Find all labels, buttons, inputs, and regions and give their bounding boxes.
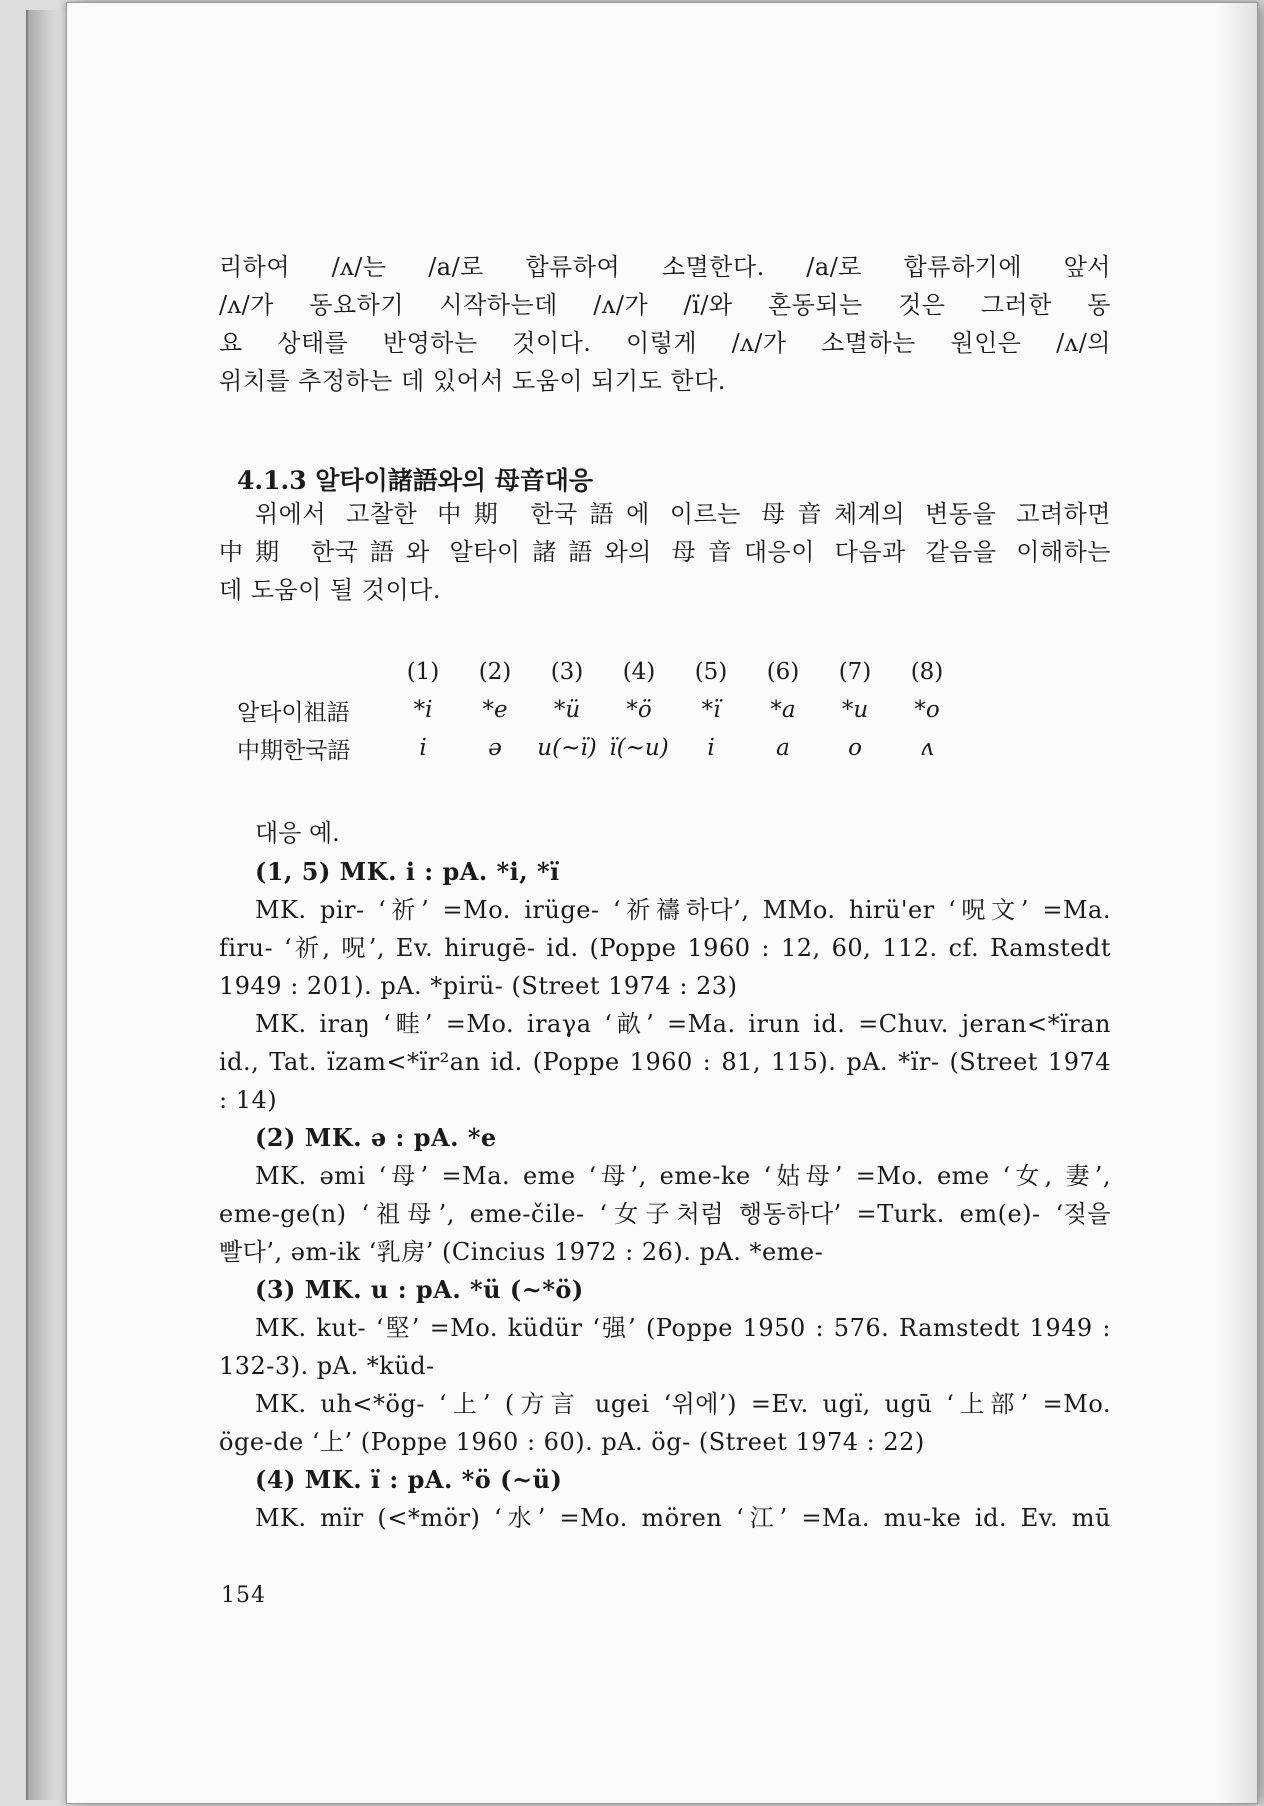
example-line: eme-ge(n) ‘祖母’, eme-čile- ‘女子처럼 행동하다’ =Turk. em(e)- ‘젖을 xyxy=(219,1200,1111,1228)
example-line: MK. pir- ‘祈’ =Mo. irüge- ‘祈禱하다’, MMo. hirü'er ‘呪文’ =Ma. xyxy=(255,896,1111,924)
example-line: 132-3). pA. *küd- xyxy=(219,1352,435,1380)
example-line: : 14) xyxy=(219,1086,278,1114)
example-subheading: (1, 5) MK. i : pA. *i, *ï xyxy=(255,857,560,886)
page-shade xyxy=(1217,3,1257,1803)
column-number: (5) xyxy=(694,659,728,685)
table-cell: u(~ï) xyxy=(537,735,597,761)
table-row-proto-altaic xyxy=(237,691,963,729)
table-corner xyxy=(237,653,387,691)
column-number: (1) xyxy=(406,659,440,685)
table-cell: i xyxy=(419,735,427,761)
example-line: MK. iraŋ ‘畦’ =Mo. iraγa ‘畝’ =Ma. irun id. =Chuv. jeran<*ïran xyxy=(255,1010,1111,1038)
table-cell: *i xyxy=(413,697,433,723)
text-line: 데 도움이 될 것이다. xyxy=(219,576,441,604)
table-cell: *a xyxy=(770,697,796,723)
example-line: firu- ‘祈, 呪’, Ev. hirugē- id. (Poppe 1960 : 12, 60, 112. cf. Ramstedt xyxy=(219,934,1111,962)
table-cell: ʌ xyxy=(920,735,934,761)
table-cell: *ï xyxy=(701,697,721,723)
table-cell: i xyxy=(707,735,715,761)
example-subheading: (2) MK. ə : pA. *e xyxy=(255,1123,497,1152)
example-line: MK. əmi ‘母’ =Ma. eme ‘母’, eme-ke ‘姑母’ =Mo. eme ‘女, 妻’, xyxy=(255,1162,1111,1190)
row-label: 中期한국語 xyxy=(237,737,351,764)
examples-heading: 대응 예. xyxy=(255,819,340,847)
book-page xyxy=(66,2,1258,1804)
examples-list xyxy=(219,853,1111,1537)
example-line: id., Tat. ïzam<*ïr²an id. (Poppe 1960 : 81, 115). pA. *ïr- (Street 1974 xyxy=(219,1048,1111,1076)
table-row-middle-korean xyxy=(237,729,963,767)
page-number: 154 xyxy=(221,1583,266,1608)
row-label: 알타이祖語 xyxy=(237,699,350,726)
section-title: 4.1.3 알타이諸語와의 母音대응 xyxy=(237,466,594,495)
table-cell: *e xyxy=(482,697,508,723)
example-line: MK. mïr (<*mör) ‘水’ =Mo. mören ‘江’ =Ma. mu-ke id. Ev. mū xyxy=(255,1504,1111,1532)
column-number: (2) xyxy=(478,659,512,685)
example-subheading: (3) MK. u : pA. *ü (~*ö) xyxy=(255,1275,584,1304)
column-number: (7) xyxy=(838,659,872,685)
example-subheading: (4) MK. ï : pA. *ö (~ü) xyxy=(255,1465,563,1494)
example-line: 빨다’, əm-ik ‘乳房’ (Cincius 1972 : 26). pA. *eme- xyxy=(219,1238,824,1266)
text-line: 요 상태를 반영하는 것이다. 이렇게 /ʌ/가 소멸하는 원인은 /ʌ/의 xyxy=(219,329,1111,357)
text-line: 위에서 고찰한 中期 한국語에 이르는 母音체계의 변동을 고려하면 xyxy=(255,500,1111,528)
example-line: öge-de ‘上’ (Poppe 1960 : 60). pA. ög- (Street 1974 : 22) xyxy=(219,1428,925,1456)
column-number: (3) xyxy=(550,659,584,685)
paragraph-continued xyxy=(219,248,1111,400)
table-cell: ï(~u) xyxy=(609,735,669,761)
column-number: (8) xyxy=(910,659,944,685)
table-cell: *ö xyxy=(626,697,652,723)
text-line: 위치를 추정하는 데 있어서 도움이 되기도 한다. xyxy=(219,367,726,395)
text-line: 中期 한국語와 알타이諸語와의 母音대응이 다음과 같음을 이해하는 xyxy=(219,538,1111,566)
table-cell: ə xyxy=(488,735,502,761)
column-number: (4) xyxy=(622,659,656,685)
table-cell: *u xyxy=(841,697,869,723)
example-line: 1949 : 201). pA. *pirü- (Street 1974 : 23) xyxy=(219,972,738,1000)
table-cell: *ü xyxy=(553,697,581,723)
table-cell: a xyxy=(776,735,790,761)
text-line: /ʌ/가 동요하기 시작하는데 /ʌ/가 /ï/와 혼동되는 것은 그러한 동 xyxy=(219,291,1111,319)
column-number: (6) xyxy=(766,659,800,685)
example-line: MK. kut- ‘堅’ =Mo. küdür ‘强’ (Poppe 1950 : 576. Ramstedt 1949 : xyxy=(255,1314,1111,1342)
table-row-numbers xyxy=(237,653,963,691)
vowel-correspondence-table xyxy=(237,653,963,767)
example-line: MK. uh<*ög- ‘上’ (方言 ugei ‘위에’) =Ev. ugï, ugū ‘上部’ =Mo. xyxy=(255,1390,1111,1418)
table-cell: o xyxy=(848,735,862,761)
section-intro xyxy=(219,495,1111,609)
text-line: 리하여 /ʌ/는 /a/로 합류하여 소멸한다. /a/로 합류하기에 앞서 xyxy=(219,253,1111,281)
table-cell: *o xyxy=(914,697,940,723)
